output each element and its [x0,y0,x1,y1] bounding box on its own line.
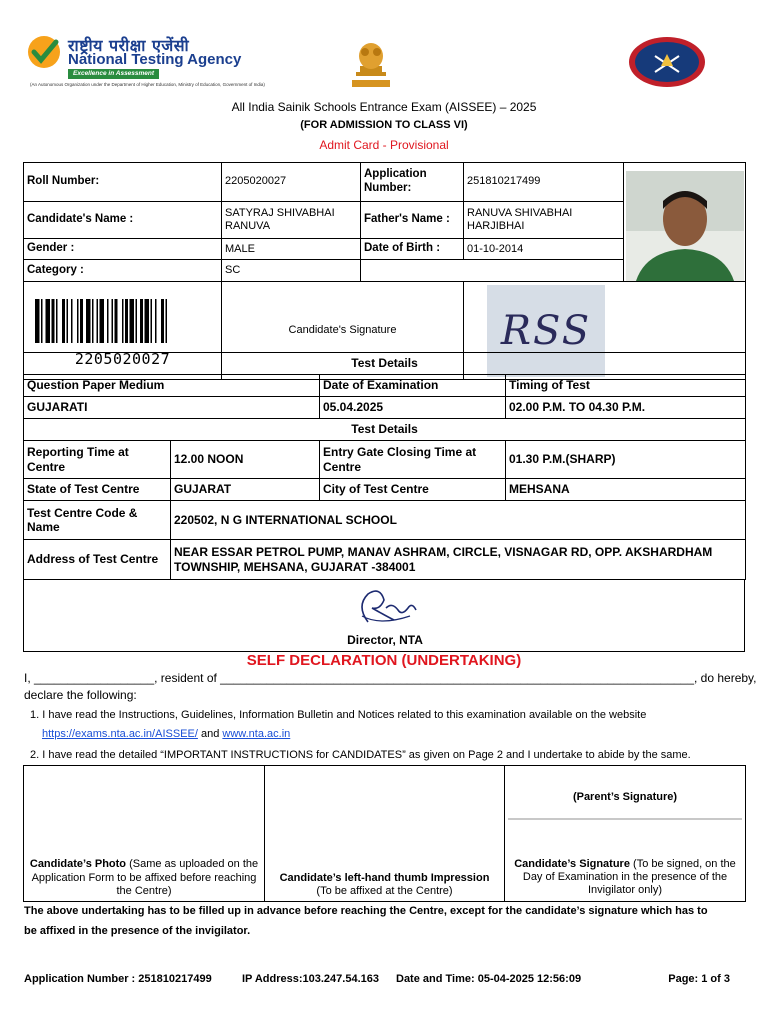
parent-signature-label: (Parent’s Signature) [508,766,742,820]
nta-tagline: Excellence in Assessment [68,69,159,79]
photo-box-title: Candidate’s Photo [29,858,127,871]
entry-gate-value: 01.30 P.M.(SHARP) [506,441,746,479]
candidate-photo-box [24,766,265,902]
timing-label: Timing of Test [506,375,746,397]
undertaking-table [23,765,746,902]
note-line-1: The above undertaking has to be filled up in advance before reaching the Centre, except for the candidate’s signature which has to [24,905,708,917]
address-value: NEAR ESSAR PETROL PUMP, MANAV ASHRAM, CIRCLE, VISNAGAR RD, OPP. AKSHARDHAM TOWNSHIP, MEHSANA, GUJARAT -384001 [171,540,746,580]
and-text: and [197,728,223,740]
instruction-item-1: 1. I have read the Instructions, Guidelines, Information Bulletin and Notices related to this examination available on the website [30,709,647,721]
dob-value: 01-10-2014 [464,238,624,260]
exam-date-value: 05.04.2025 [320,397,506,419]
reporting-time-value: 12.00 NOON [171,441,320,479]
declaration-line-2: declare the following: [24,688,137,702]
medium-label: Question Paper Medium [24,375,320,397]
director-label: Director, NTA [347,633,423,647]
admit-card-type: Admit Card - Provisional [319,138,449,152]
declaration-line-1: I, __________________, resident of _______________________________________________________________________, do hereby, [24,671,757,685]
exam-date-label: Date of Examination [320,375,506,397]
roll-number-value: 2205020027 [222,163,361,202]
state-label: State of Test Centre [24,479,171,501]
footer-application-number: Application Number : 251810217499 [24,973,212,985]
application-number-value: 251810217499 [464,163,624,202]
thumb-box-title: Candidate’s left-hand thumb Impression [279,871,490,884]
test-details-heading: Test Details [24,353,746,375]
candidate-info-table [23,162,746,380]
gender-value: MALE [222,238,361,260]
nta-hindi-name: राष्ट्रीय परीक्षा एजेंसी [68,36,190,55]
page-header [0,0,768,96]
address-label: Address of Test Centre [24,540,171,580]
test-details-table [23,352,746,580]
roll-number-label: Roll Number: [24,163,222,202]
thumb-impression-box [265,766,505,902]
candidate-name-value: SATYRAJ SHIVABHAI RANUVA [222,201,361,238]
candidate-photo [626,171,744,281]
aissee-link[interactable]: https://exams.nta.ac.in/AISSEE/ [42,728,198,740]
gender-label: Gender : [24,238,222,260]
barcode-icon [35,299,211,343]
photo-box-note: (Same as uploaded on the Application Form to be affixed before reaching the Centre) [31,858,259,897]
director-signature-icon [350,586,422,630]
candidate-name-label: Candidate's Name : [24,201,222,238]
admission-class: (FOR ADMISSION TO CLASS VI) [300,119,468,131]
dob-label: Date of Birth : [361,238,464,260]
candidate-photo-cell [624,163,746,282]
sig-box-title: Candidate’s Signature [514,858,630,870]
state-emblem-icon [338,36,404,92]
sainik-school-logo-icon [627,36,707,88]
director-signature-box [23,580,745,652]
footer-date-time: Date and Time: 05-04-2025 12:56:09 [396,973,582,985]
instruction-links [42,728,290,740]
father-name-value: RANUVA SHIVABHAI HARJIBHAI [464,201,624,238]
footer-page-number: Page: 1 of 3 [668,973,730,985]
city-label: City of Test Centre [320,479,506,501]
medium-value: GUJARATI [24,397,320,419]
category-value: SC [222,260,361,282]
nta-name: National Testing Agency [68,51,242,68]
instruction-item-2: 2. I have read the detailed “IMPORTANT INSTRUCTIONS for CANDIDATES” as given on Page 2 and I undertake to abide by the same. [30,749,691,761]
thumb-box-note: (To be affixed at the Centre) [316,884,453,897]
city-value: MEHSANA [506,479,746,501]
note-line-2: be affixed in the presence of the invigilator. [24,925,251,937]
entry-gate-label: Entry Gate Closing Time at Centre [320,441,506,479]
father-name-label: Father's Name : [361,201,464,238]
centre-code-label: Test Centre Code & Name [24,501,171,540]
nta-logo-icon [26,34,62,70]
state-value: GUJARAT [171,479,320,501]
sig-box-note: (To be signed, on the Day of Examination in the presence of the Invigilator only) [522,858,736,897]
centre-code-value: 220502, N G INTERNATIONAL SCHOOL [171,501,746,540]
barcode-number: 2205020027 [74,350,171,369]
reporting-time-label: Reporting Time at Centre [24,441,171,479]
timing-value: 02.00 P.M. TO 04.30 P.M. [506,397,746,419]
nta-link[interactable]: www.nta.ac.in [222,728,291,740]
application-number-label: Application Number: [361,163,464,202]
exam-title: All India Sainik Schools Entrance Exam (AISSEE) – 2025 [231,100,537,114]
candidate-signature-box [505,820,745,901]
candidate-signature-label: Candidate's Signature [222,282,464,380]
signature-boxes [505,766,746,902]
declaration-title: SELF DECLARATION (UNDERTAKING) [246,652,522,669]
test-details-heading-2: Test Details [24,419,746,441]
footer-ip-address: IP Address:103.247.54.163 [242,973,379,985]
candidate-signature-text: RSS [500,307,592,354]
nta-subtitle: (An Autonomous Organization under the Department of Higher Education, Ministry of Education, Government of India) [30,82,265,87]
category-label: Category : [24,260,222,282]
